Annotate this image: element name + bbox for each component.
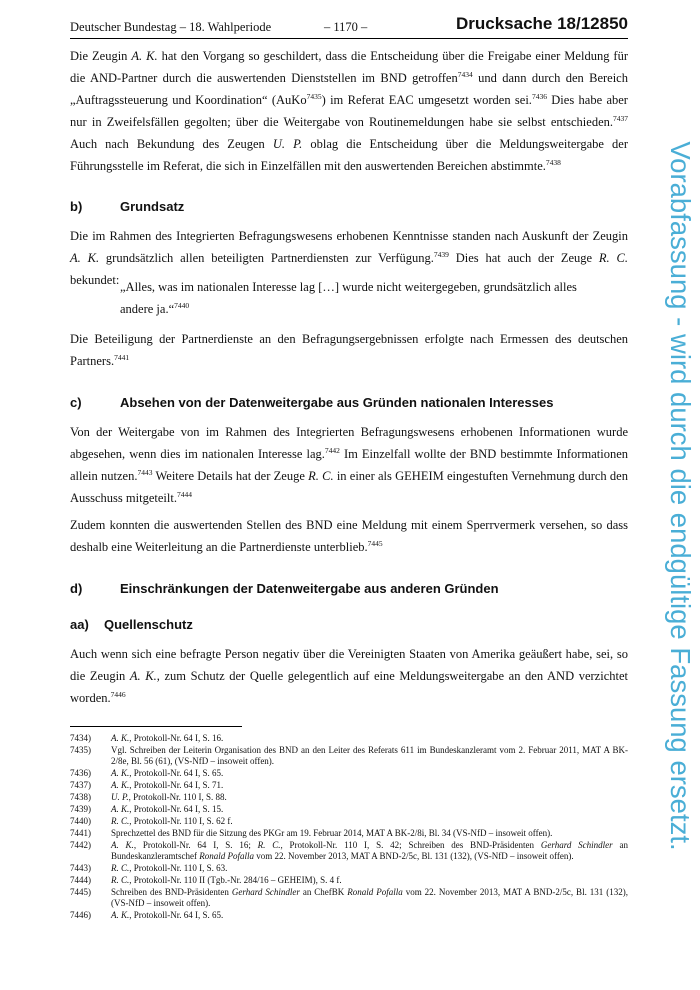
footnote: 7435) Vgl. Schreiben der Leiterin Organisation des BND an den Leiter des Referats 611 im Bundeskanzleramt vom 2. Februar 2011, MAT A BK-2/8e, Bl. 56 (61), (VS-NfD – insoweit offen). <box>70 745 628 766</box>
footnote: 7441) Sprechzettel des BND für die Sitzung des PKGr am 19. Februar 2014, MAT A BK-2/8i, Bl. 34 (VS-NfD – insoweit offen). <box>70 828 553 838</box>
footnote-ref: 7434 <box>457 70 473 79</box>
paragraph-3: Die Beteiligung der Partnerdienste an den Befragungsergebnissen erfolgte nach Ermessen des deutschen Partners.$^{7441}$ <box>70 332 628 368</box>
footnote: 7440) R. C., Protokoll-Nr. 110 I, S. 62 f. <box>70 816 233 826</box>
footnote-divider <box>70 726 242 727</box>
footnote-ref: 7443 <box>137 468 153 477</box>
footnote-ref: 7437 <box>613 114 628 123</box>
footnote: 7434) A. K., Protokoll-Nr. 64 I, S. 16. <box>70 733 224 743</box>
footnote: 7437) A. K., Protokoll-Nr. 64 I, S. 71. <box>70 780 224 790</box>
footnote-ref: 7436 <box>531 92 547 101</box>
footnote-ref: 7440 <box>174 301 190 310</box>
footnote-ref: 7439 <box>433 250 449 259</box>
footnote-ref: 7441 <box>114 353 130 362</box>
paragraph-5: Zudem konnten die auswertenden Stellen des BND eine Meldung mit einem Sperrvermerk versehen, so dass deshalb eine Weiterleitung an die Partnerdienste unterblieb.$^{7445}$ <box>70 518 628 554</box>
page-number: – 1170 – <box>324 20 368 34</box>
document-number <box>456 14 628 34</box>
heading-d: d) Einschränkungen der Datenweitergabe aus anderen Gründen <box>70 581 499 596</box>
footnote: 7446) A. K., Protokoll-Nr. 64 I, S. 65. <box>70 910 224 920</box>
footnote: 7444) R. C., Protokoll-Nr. 110 II (Tgb.-Nr. 284/16 – GEHEIM), S. 4 f. <box>70 875 342 885</box>
heading-c: c) Absehen von der Datenweitergabe aus Gründen nationalen Interesses <box>70 395 554 410</box>
document-number-prefix: Drucksache 18/ <box>455 14 581 33</box>
page-header <box>70 12 628 39</box>
footnote: 7439) A. K., Protokoll-Nr. 64 I, S. 15. <box>70 804 224 814</box>
footnotes <box>70 733 628 922</box>
watermark-text: Vorabfassung - wird durch die endgültige Fassung ersetzt. <box>665 140 696 851</box>
block-quote: „Alles, was im nationalen Interesse lag […] wurde nicht weitergegeben, grundsätzlich alles andere ja.“$^{7440}$ <box>120 280 577 316</box>
paragraph-1: Die Zeugin A. K. hat den Vorgang so geschildert, dass die Entscheidung über die Freigabe einer Meldung für die AND-Partner durch die auswertenden Dienststellen im BND getroffen$^{7434}$ und dann durch den Bereich „Auftragssteuerung und Koordination“ (AuKo$^{7435}$) im Referat EAC umgesetzt worden sei.$^{7436}$ Dies habe aber nur in Zweifelsfällen gegolten; über die Weitergabe von Routinemeldungen habe sie selbst entschieden.$^{7437}$ Auch nach Bekundung des Zeugen U. P. oblag die Entscheidung über die Meldungsweitergabe der Führungsstelle im Referat, die sich in Einzelfällen mit den auswertenden Bereichen abstimmte.$^{7438}$ <box>70 49 628 173</box>
heading-b: b) Grundsatz <box>70 199 185 214</box>
footnote-ref: 7438 <box>545 158 561 167</box>
watermark <box>660 128 700 863</box>
footnote-ref: 7446 <box>110 690 126 699</box>
footnote: 7436) A. K., Protokoll-Nr. 64 I, S. 65. <box>70 768 224 778</box>
footnote: 7442) A. K., Protokoll-Nr. 64 I, S. 16; R. C., Protokoll-Nr. 110 I, S. 42; Schreiben des BND-Präsidenten Gerhard Schindler an Bundeskanzleramtschef Ronald Pofalla vom 22. November 2013, MAT A BND-2/5c, Bl. 131 (132), (VS-NfD – insoweit offen). <box>70 840 628 861</box>
footnote-ref: 7435 <box>306 92 322 101</box>
header-left: Deutscher Bundestag – 18. Wahlperiode <box>70 20 272 34</box>
document-number-value: 12850 <box>580 14 628 33</box>
footnote-ref: 7444 <box>176 490 192 499</box>
footnote-ref: 7445 <box>367 539 383 548</box>
footnote: 7443) R. C., Protokoll-Nr. 110 I, S. 63. <box>70 863 228 873</box>
footnote: 7445) Schreiben des BND-Präsidenten Gerhard Schindler an ChefBK Ronald Pofalla vom 22. November 2013, MAT A BND-2/5c, Bl. 131 (132), (VS-NfD – insoweit offen). <box>70 887 628 908</box>
heading-aa: aa) Quellenschutz <box>70 617 193 632</box>
footnote-ref: 7442 <box>324 446 340 455</box>
footnote: 7438) U. P., Protokoll-Nr. 110 I, S. 88. <box>70 792 227 802</box>
paragraph-6: Auch wenn sich eine befragte Person negativ über die Vereinigten Staaten von Amerika geäußert habe, sei, so die Zeugin A. K., zum Schutz der Quelle gelegentlich auf eine Meldungsweitergabe an den AND verzichtet worden.$^{7446}$ <box>70 647 628 705</box>
paragraph-2: Die im Rahmen des Integrierten Befragungswesens erhobenen Kenntnisse standen nach Auskunft der Zeugin A. K. grundsätzlich allen beteiligten Partnerdiensten zur Verfügung.$^{7439}$ Dies hat auch der Zeuge R. C. bekundet: <box>70 229 628 287</box>
paragraph-4: Von der Weitergabe von im Rahmen des Integrierten Befragungswesens erhobenen Informationen wurde abgesehen, wenn dies im nationalen Interesse lag.$^{7442}$ Im Einzelfall wollte der BND bestimmte Informationen allein nutzen.$^{7443}$ Weitere Details hat der Zeuge R. C. in einer als GEHEIM eingestuften Vernehmung durch den Ausschuss mitgeteilt.$^{7444}$ <box>70 425 628 505</box>
